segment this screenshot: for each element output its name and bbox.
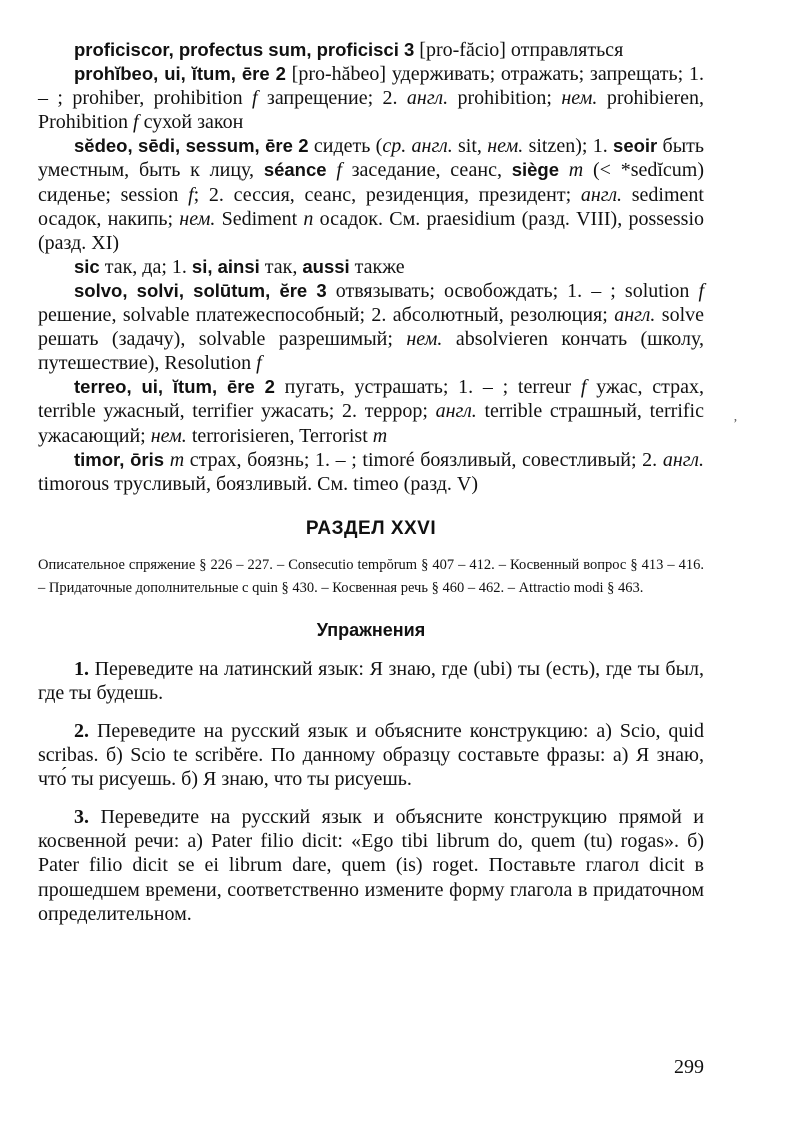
label-abbrev: m — [372, 424, 388, 447]
exercises-title: Упражнения — [316, 619, 426, 640]
label-abbrev: f — [698, 279, 704, 302]
entry-text: sit, — [452, 135, 488, 158]
entry-text: также — [349, 255, 405, 278]
entry-text: sediment осадок, накипь; — [38, 183, 704, 230]
label-abbrev: m — [568, 159, 584, 182]
label-abbrev: нем. — [179, 207, 216, 230]
entry-text: пугать, устрашать; 1. – ; terreur — [274, 376, 581, 399]
label-abbrev: нем. — [561, 87, 598, 110]
dictionary-entry-prohibeo — [38, 62, 704, 134]
label-abbrev: f — [133, 111, 139, 134]
entry-text: сухой закон — [138, 111, 244, 134]
headword: solvo, solvi, solūtum, ĕre 3 — [74, 279, 327, 301]
headword: seoir — [613, 135, 658, 157]
section-grammar-references: Описательное спряжение § 226 – 227. – Consecutio tempŏrum § 407 – 412. – Косвенный вопрос § 413 – 416. – Придаточные дополнительные с quin § 430. – Косвенная речь § 460 – 462. – Attractio modi § 463. — [38, 556, 704, 596]
entry-text: terrible страшный, terrific ужасающий; — [38, 400, 704, 447]
headword: proficiscor, profectus sum, proficisci 3 — [74, 39, 415, 60]
label-abbrev: англ. — [580, 183, 623, 206]
headword: aussi — [302, 255, 350, 277]
headword: timor, ōris — [74, 448, 165, 470]
entry-text: сидеть ( — [308, 135, 383, 158]
label-abbrev: ср. англ. — [382, 135, 453, 158]
entry-text: страх, боязнь; 1. – ; timoré боязливый, совестливый; 2. — [184, 448, 663, 471]
margin-mark: ʼ — [733, 417, 738, 432]
entry-text: timorous трусливый, боязливый. См. timeo (разд. V) — [38, 472, 479, 495]
headword: séance — [263, 159, 327, 181]
label-abbrev: f — [256, 352, 262, 375]
entry-text: [pro-făcio] отправляться — [414, 39, 624, 61]
entry-text: absolvieren кончать (школу, путешествие), Resolution — [38, 328, 704, 375]
exercise-text: Переведите на латинский язык: Я знаю, где (ubi) ты (есть), где ты был, где ты будешь. — [38, 657, 704, 704]
entry-text: ; 2. сессия, сеанс, резиденция, президент; — [193, 183, 581, 206]
exercise-text: Переведите на русский язык и объясните конструкцию: а) Scio, quid scribas. б) Scio te scribĕre. По данному образцу составьте фразы: а) Я знаю, что́ ты рисуешь. б) Я знаю, что ты рисуешь. — [38, 719, 704, 791]
label-abbrev: f — [188, 183, 194, 206]
section-title: РАЗДЕЛ XXVI — [305, 517, 437, 539]
dictionary-entries — [38, 38, 704, 496]
entry-text: быть уместным, быть к лицу, — [38, 135, 705, 182]
entry-text: [pro-hăbeo] удерживать; отражать; запрещать; 1. – ; prohiber, prohibition — [38, 63, 704, 110]
exercise-1 — [38, 657, 704, 705]
headword: sĕdeo, sēdi, sessum, ēre 2 — [74, 135, 309, 157]
label-abbrev: англ. — [435, 400, 477, 423]
exercise-number: 3. — [74, 806, 89, 829]
dictionary-entry-proficiscor — [38, 38, 704, 62]
label-abbrev: англ. — [662, 448, 704, 471]
entry-text: terrorisieren, Terrorist — [186, 424, 373, 447]
entry-text: ужас, страх, terrible ужасный, terrifier ужасать; 2. террор; — [38, 376, 704, 423]
entry-text: (< *sedĭcum) сиденье; session — [38, 159, 705, 206]
label-abbrev: нем. — [150, 424, 187, 447]
headword: terreo, ui, ĭtum, ēre 2 — [74, 376, 275, 398]
entry-text: так, да; 1. — [99, 255, 192, 278]
label-abbrev: n — [303, 207, 314, 230]
entry-text: solve решать (задачу), solvable разрешимый; — [38, 304, 705, 351]
entry-text: решение, solvable платежеспособный; 2. абсолютный, резолюция; — [38, 304, 615, 327]
label-abbrev: f — [251, 87, 258, 110]
entry-text: заседание, сеанс, — [341, 159, 512, 182]
exercises-list — [38, 657, 704, 926]
headword: sic — [74, 255, 100, 277]
exercise-3 — [38, 805, 704, 925]
entry-text: prohibieren, Prohibition — [38, 87, 704, 134]
page-content — [38, 38, 704, 940]
entry-text: осадок. См. praesidium (разд. VIII), possessio (разд. XI) — [38, 207, 705, 254]
dictionary-entry-sic — [38, 255, 704, 279]
entry-text: запрещение; 2. — [257, 87, 407, 110]
entry-text: так, — [259, 255, 303, 278]
dictionary-entry-terreo — [38, 375, 704, 447]
label-abbrev: нем. — [406, 328, 443, 351]
entry-text: отвязывать; освобождать; 1. – ; solution — [326, 279, 699, 302]
headword: prohĭbeo, ui, ĭtum, ēre 2 — [74, 63, 286, 85]
exercise-text: Переведите на русский язык и объясните конструкцию прямой и косвенной речи: а) Pater filio dicit: «Ego tibi librum do, quem (tu) rogas». б) Pater filio dicit se ei librum dare, quem (is) roget. Поставьте глагол dicit в прошедшем времени, соответственно измените форму глагола в придаточном определительном. — [38, 806, 704, 925]
label-abbrev: англ. — [614, 304, 656, 327]
headword: si, ainsi — [191, 255, 260, 277]
label-abbrev: нем. — [487, 135, 524, 158]
label-abbrev: f — [336, 159, 342, 182]
exercise-number: 1. — [74, 657, 89, 680]
entry-text: Sediment — [215, 207, 304, 230]
headword: siège — [511, 159, 560, 181]
exercise-2 — [38, 719, 704, 791]
entry-text: prohibition; — [448, 87, 562, 110]
dictionary-entry-timor — [38, 448, 704, 496]
entry-text — [559, 159, 569, 181]
label-abbrev: f — [580, 376, 587, 399]
entry-text — [327, 159, 337, 181]
label-abbrev: m — [169, 448, 185, 471]
entry-text: sitzen); 1. — [523, 135, 614, 158]
dictionary-entry-sedeo — [38, 134, 704, 254]
label-abbrev: англ. — [406, 87, 449, 110]
page-number: 299 — [674, 1056, 704, 1078]
dictionary-entry-solvo — [38, 279, 704, 375]
exercise-number: 2. — [74, 719, 89, 742]
